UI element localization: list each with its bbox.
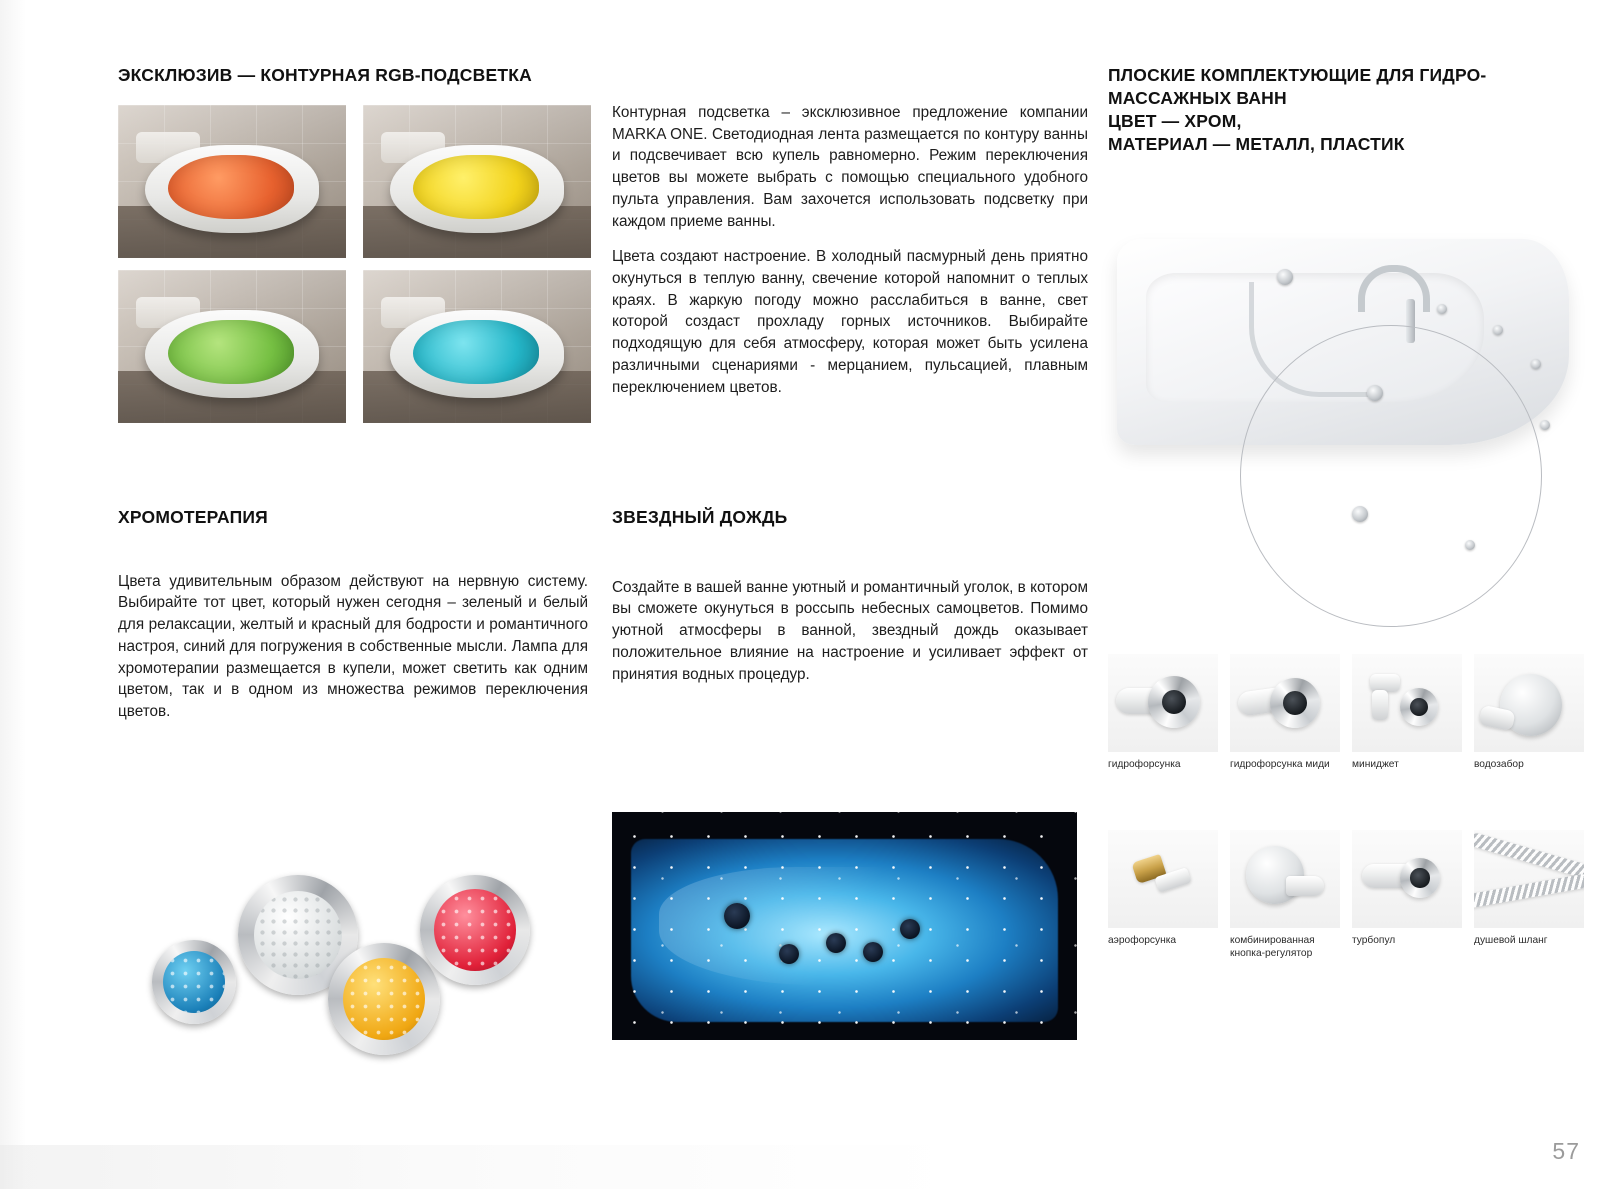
chromotherapy-text: Цвета удивительным образом действуют на нервную систему. Выбирайте тот цвет, который нужен сегодня – зеленый и белый для релаксации, желтый и красный для бодрости и романтичного настроя, синий для погружения в собственные мысли. Лампа для хромотерапии размещается в купели, может светить как одним цветом, так и в одном из множества режимов переключения цветов. bbox=[118, 572, 588, 721]
accessory-caption: комбинированная кнопка-регулятор bbox=[1230, 935, 1315, 959]
part-ring bbox=[1400, 688, 1438, 726]
flat-components-heading bbox=[1108, 64, 1578, 156]
page-number: 57 bbox=[1552, 1138, 1580, 1164]
star-rain-jet bbox=[826, 933, 846, 953]
chromotherapy-lamps-image bbox=[130, 845, 570, 1045]
bath-photo-green bbox=[118, 270, 346, 423]
accessory-caption: гидрофорсунка миди bbox=[1230, 759, 1330, 770]
heading-line-4: МАТЕРИАЛ — МЕТАЛЛ, ПЛАСТИК bbox=[1108, 134, 1405, 155]
lamp-leds bbox=[434, 889, 515, 970]
right-column bbox=[1108, 64, 1578, 156]
rgb-photo-grid bbox=[118, 105, 586, 423]
detail-circle-outline bbox=[1240, 325, 1542, 627]
hose-segment bbox=[1474, 832, 1584, 879]
bath-nozzle bbox=[1540, 420, 1550, 430]
accessories-row-1 bbox=[1108, 654, 1584, 772]
accessory-caption: гидрофорсунка bbox=[1108, 759, 1181, 770]
rgb-backlight-heading: ЭКСКЛЮЗИВ — КОНТУРНАЯ RGB-ПОДСВЕТКА bbox=[118, 65, 532, 85]
photo-water-orange bbox=[168, 155, 293, 219]
star-rain-section bbox=[612, 506, 1088, 685]
photo-water-yellow bbox=[413, 155, 538, 219]
accessory-kombinirovannaya-knopka-regulyator bbox=[1230, 830, 1340, 961]
photo-water-cyan bbox=[413, 320, 538, 384]
faucet-spout bbox=[1358, 265, 1430, 312]
accessory-vodozabor bbox=[1474, 654, 1584, 772]
chromotherapy-heading: ХРОМОТЕРАПИЯ bbox=[118, 507, 268, 527]
part-hole bbox=[1410, 868, 1429, 887]
hose-segment bbox=[1474, 873, 1584, 909]
star-rain-jet bbox=[724, 903, 750, 929]
page-footer-bar bbox=[0, 1145, 1600, 1189]
accessory-caption: водозабор bbox=[1474, 759, 1524, 770]
part-stem bbox=[1286, 876, 1324, 896]
accessory-gidroforsunka-midi bbox=[1230, 654, 1340, 772]
accessory-image bbox=[1230, 830, 1340, 928]
bath-nozzle bbox=[1437, 304, 1447, 314]
bath-photo-cyan bbox=[363, 270, 591, 423]
rgb-description bbox=[612, 102, 1088, 398]
bath-photo-yellow bbox=[363, 105, 591, 258]
star-rain-text: Создайте в вашей ванне уютный и романтичный уголок, в котором вы сможете окунуться в россыпь небесных самоцветов. Помимо уютной атмосферы в ванной, звездный дождь оказывает положительное влияние на настроение и усиливает эффект от принятия водных процедур. bbox=[612, 578, 1088, 683]
page-left-edge bbox=[0, 0, 26, 1189]
part-hole bbox=[1162, 690, 1187, 715]
star-rain-jet bbox=[863, 942, 883, 962]
accessory-image bbox=[1230, 654, 1340, 752]
accessory-image bbox=[1108, 830, 1218, 928]
accessory-dushevoy-shlang bbox=[1474, 830, 1584, 961]
accessory-aeroforsunka bbox=[1108, 830, 1218, 961]
part-stem bbox=[1372, 690, 1388, 720]
lamp-yellow bbox=[328, 943, 440, 1055]
heading-line-1: ПЛОСКИЕ КОМПЛЕКТУЮЩИЕ ДЛЯ ГИДРО- bbox=[1108, 65, 1487, 85]
hydromassage-bath-render bbox=[1108, 196, 1578, 626]
part-ring bbox=[1148, 676, 1200, 728]
lamp-leds bbox=[254, 891, 343, 980]
part-hole bbox=[1410, 698, 1428, 716]
part-ring bbox=[1400, 858, 1440, 898]
lamp-red bbox=[420, 875, 530, 985]
left-column bbox=[118, 64, 586, 423]
rgb-paragraph-1: Контурная подсветка – эксклюзивное предложение компании MARKA ONE. Светодиодная лента размещается по контуру ванны и подсвечивает всю купель равномерно. Режим переключения цветов вы можете выбрать с помощью специального удобного пульта управления. Вам захочется использовать подсветку при каждом приеме ванны. bbox=[612, 104, 1088, 230]
accessory-image bbox=[1474, 654, 1584, 752]
accessory-caption: миниджет bbox=[1352, 759, 1399, 770]
part-hole bbox=[1283, 691, 1307, 715]
accessory-caption: аэрофорсунка bbox=[1108, 935, 1177, 946]
accessory-caption: турбопул bbox=[1352, 935, 1396, 946]
accessory-image bbox=[1352, 654, 1462, 752]
star-rain-heading: ЗВЕЗДНЫЙ ДОЖДЬ bbox=[612, 507, 788, 527]
accessory-turbopul bbox=[1352, 830, 1462, 961]
chromotherapy-section bbox=[118, 506, 588, 723]
accessory-minidzhet bbox=[1352, 654, 1462, 772]
accessory-image bbox=[1108, 654, 1218, 752]
lamp-leds bbox=[163, 951, 225, 1013]
accessories-row-2 bbox=[1108, 830, 1584, 961]
star-rain-photo bbox=[612, 812, 1077, 1040]
heading-line-2: МАССАЖНЫХ ВАНН bbox=[1108, 88, 1287, 109]
part-ring bbox=[1270, 678, 1320, 728]
accessory-image bbox=[1474, 830, 1584, 928]
bath-photo-orange bbox=[118, 105, 346, 258]
photo-water-green bbox=[168, 320, 293, 384]
lamp-blue bbox=[152, 940, 236, 1024]
rgb-paragraph-2: Цвета создают настроение. В холодный пасмурный день приятно окунуться в теплую ванну, свечение которой напомнит о теплых краях. В жаркую погоду можно расслабиться в ванне, свет которой создаст прохладу горных источников. Выбирайте подходящую для себя атмосферу, которая может быть усилена различными сценариями - мерцанием, пульсацией, плавным переключением цветов. bbox=[612, 248, 1088, 396]
accessory-image bbox=[1352, 830, 1462, 928]
star-rain-stars bbox=[612, 812, 1077, 1040]
accessory-gidroforsunka bbox=[1108, 654, 1218, 772]
heading-line-3: ЦВЕТ — ХРОМ, bbox=[1108, 111, 1242, 132]
accessory-caption: душевой шланг bbox=[1474, 935, 1548, 946]
